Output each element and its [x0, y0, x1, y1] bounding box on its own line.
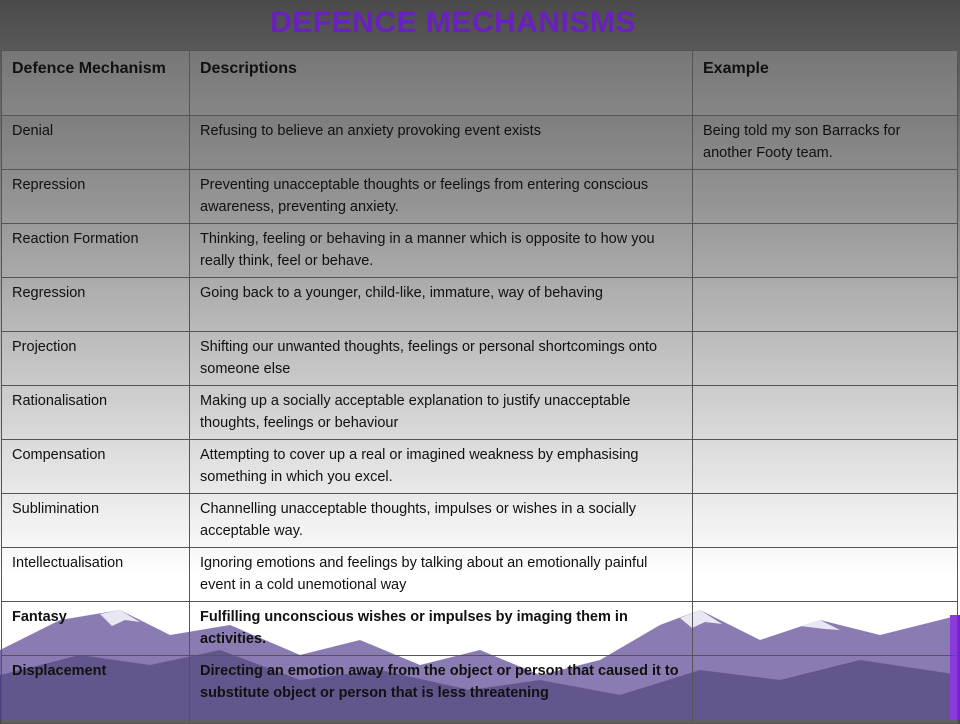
cell-mechanism: Compensation [2, 440, 190, 494]
cell-example [693, 386, 958, 440]
table-row [2, 116, 958, 170]
cell-example [693, 332, 958, 386]
cell-example [693, 224, 958, 278]
cell-example [693, 170, 958, 224]
table-row [2, 278, 958, 332]
cell-mechanism: Displacement [2, 656, 190, 724]
table-row [2, 224, 958, 278]
cell-description: Ignoring emotions and feelings by talking about an emotionally painful event in a cold unemotional way [190, 548, 693, 602]
table-header-row [2, 51, 958, 116]
cell-description: Preventing unacceptable thoughts or feelings from entering conscious awareness, preventing anxiety. [190, 170, 693, 224]
table-row [2, 602, 958, 656]
cell-mechanism: Regression [2, 278, 190, 332]
cell-mechanism: Reaction Formation [2, 224, 190, 278]
cell-description: Shifting our unwanted thoughts, feelings or personal shortcomings onto someone else [190, 332, 693, 386]
header-descriptions: Descriptions [190, 51, 693, 116]
header-example: Example [693, 51, 958, 116]
cell-example: Being told my son Barracks for another Footy team. [693, 116, 958, 170]
cell-description: Making up a socially acceptable explanation to justify unacceptable thoughts, feelings or behaviour [190, 386, 693, 440]
header-mechanism: Defence Mechanism [2, 51, 190, 116]
cell-mechanism: Denial [2, 116, 190, 170]
cell-example [693, 440, 958, 494]
cell-example [693, 278, 958, 332]
cell-mechanism: Repression [2, 170, 190, 224]
cell-description: Thinking, feeling or behaving in a manner which is opposite to how you really think, feel or behave. [190, 224, 693, 278]
cell-mechanism: Rationalisation [2, 386, 190, 440]
table-row [2, 332, 958, 386]
table-row [2, 386, 958, 440]
table-row [2, 440, 958, 494]
cell-mechanism: Sublimination [2, 494, 190, 548]
cell-description: Channelling unacceptable thoughts, impulses or wishes in a socially acceptable way. [190, 494, 693, 548]
cell-example [693, 656, 958, 724]
cell-example [693, 548, 958, 602]
cell-mechanism: Fantasy [2, 602, 190, 656]
cell-description: Directing an emotion away from the object or person that caused it to substitute object or person that is less threatening [190, 656, 693, 724]
cell-description: Fulfilling unconscious wishes or impulses by imaging them in activities. [190, 602, 693, 656]
cell-description: Attempting to cover up a real or imagined weakness by emphasising something in which you excel. [190, 440, 693, 494]
cell-example [693, 602, 958, 656]
table-row [2, 656, 958, 724]
table-row [2, 548, 958, 602]
cell-example [693, 494, 958, 548]
table-row [2, 494, 958, 548]
defence-mechanisms-table [1, 50, 958, 724]
cell-description: Going back to a younger, child-like, immature, way of behaving [190, 278, 693, 332]
cell-mechanism: Projection [2, 332, 190, 386]
cell-mechanism: Intellectualisation [2, 548, 190, 602]
table-row [2, 170, 958, 224]
slide-title: DEFENCE MECHANISMS [270, 6, 636, 39]
cell-description: Refusing to believe an anxiety provoking event exists [190, 116, 693, 170]
